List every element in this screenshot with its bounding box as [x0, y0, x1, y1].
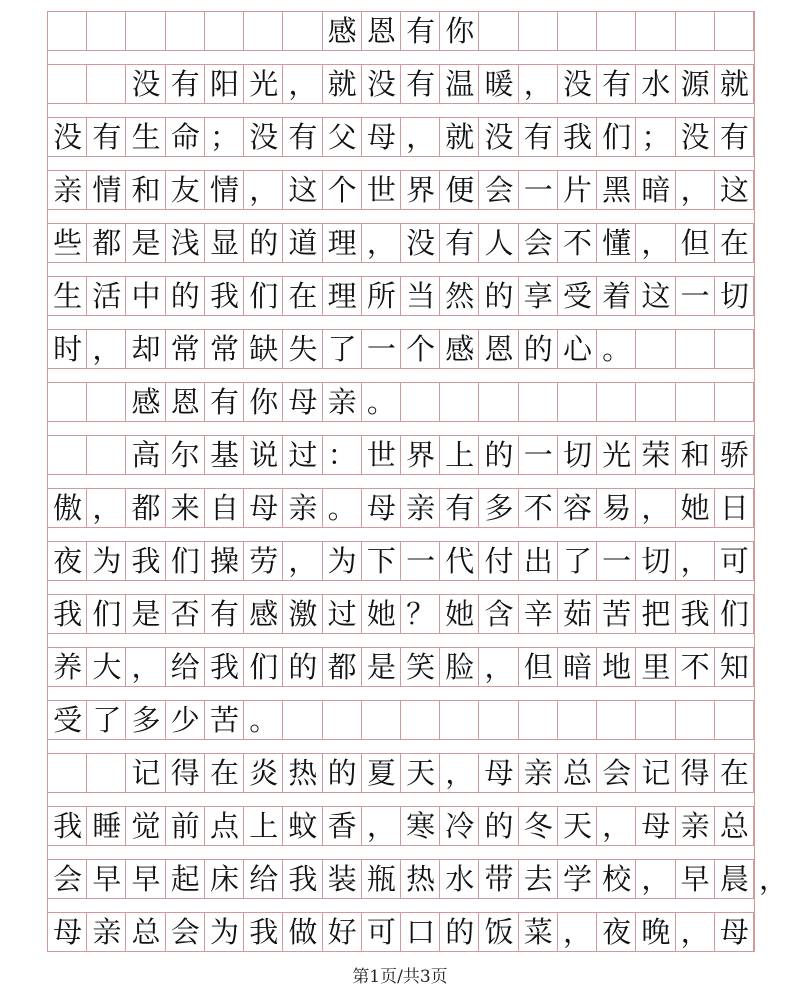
essay-line: 我们是否有感激过她？她含辛茹苦把我们: [53, 597, 760, 631]
grid-cell: [362, 701, 401, 739]
grid-cell: [636, 701, 675, 739]
grid-cell: [283, 701, 322, 739]
page-number: 第1页/共3页: [352, 967, 448, 987]
row-gap: [48, 846, 754, 859]
text-row: [48, 541, 760, 581]
essay-line: 傲，都来自母亲。母亲有多不容易，她日: [53, 491, 760, 525]
essay-line: 亲情和友情，这个世界便会一片黑暗，这: [53, 173, 760, 207]
grid-cell: [597, 12, 636, 50]
text-row: [48, 329, 754, 369]
row-gap: [48, 581, 754, 594]
text-row: [48, 753, 760, 793]
row-gap: [48, 422, 754, 435]
text-row: [48, 117, 760, 157]
row-gap: [48, 316, 754, 329]
essay-line: 会早早起床给我装瓶热水带去学校，早晨，: [53, 862, 799, 896]
grid-cell: [479, 701, 518, 739]
title-row: [48, 11, 754, 51]
row-gap: [48, 634, 754, 647]
grid-cell: [636, 383, 675, 421]
text-row: [48, 700, 754, 740]
essay-line: 夜为我们操劳，为下一代付出了一切，可: [53, 544, 760, 578]
grid-cell: [676, 383, 715, 421]
row-gap: [48, 899, 754, 912]
text-row: [48, 170, 760, 210]
text-row: [48, 223, 760, 263]
essay-line: 没有生命；没有父母，就没有我们；没有: [53, 120, 760, 154]
essay-line: 我睡觉前点上蚊香，寒冷的冬天，母亲总: [53, 809, 760, 843]
grid-cell: [519, 12, 558, 50]
grid-cell: [479, 383, 518, 421]
essay-line: 没有阳光，就没有温暖，没有水源就: [131, 67, 760, 101]
text-row: [48, 594, 760, 634]
essay-line: 感恩有你母亲。: [131, 385, 407, 419]
text-row: [48, 859, 799, 899]
grid-cell: [558, 383, 597, 421]
row-gap: [48, 157, 754, 170]
essay-line: 高尔基说过：世界上的一切光荣和骄: [131, 438, 760, 472]
essay-line: 记得在炎热的夏天，母亲总会记得在: [131, 756, 760, 790]
text-row: [48, 435, 760, 475]
row-gap: [48, 263, 754, 276]
grid-cell: [597, 701, 636, 739]
grid-cell: [676, 12, 715, 50]
composition-grid: [47, 11, 799, 952]
text-row: [48, 806, 760, 846]
grid-cell: [636, 330, 675, 368]
grid-cell: [676, 330, 715, 368]
grid-cell: [440, 383, 479, 421]
text-row: [48, 647, 760, 687]
grid-cell: [676, 701, 715, 739]
grid-cell: [323, 701, 362, 739]
row-gap: [48, 740, 754, 753]
text-row: [48, 382, 754, 422]
grid-cell: [715, 383, 754, 421]
grid-cell: [636, 12, 675, 50]
text-row: [48, 488, 760, 528]
grid-cell: [597, 383, 636, 421]
grid-cell: [715, 12, 754, 50]
row-gap: [48, 687, 754, 700]
row-gap: [48, 104, 754, 117]
essay-line: 时，却常常缺失了一个感恩的心。: [53, 332, 642, 366]
grid-cell: [401, 383, 440, 421]
grid-cell: [519, 701, 558, 739]
grid-cell: [558, 12, 597, 50]
row-gap: [48, 475, 754, 488]
essay-line: 生活中的我们在理所当然的享受着这一切: [53, 279, 760, 313]
essay-line: 养大，给我们的都是笑脸，但暗地里不知: [53, 650, 760, 684]
grid-cell: [715, 701, 754, 739]
row-gap: [48, 528, 754, 541]
row-gap: [48, 793, 754, 806]
essay-line: 些都是浅显的道理，没有人会不懂，但在: [53, 226, 760, 260]
grid-cell: [715, 330, 754, 368]
grid-cell: [519, 383, 558, 421]
row-gap: [48, 210, 754, 223]
text-row: [48, 912, 760, 952]
text-row: [48, 276, 760, 316]
grid-cell: [558, 701, 597, 739]
text-row: [48, 64, 760, 104]
essay-title: 感恩有你: [327, 14, 485, 48]
row-gap: [48, 51, 754, 64]
grid-cell: [479, 12, 518, 50]
row-gap: [48, 369, 754, 382]
essay-line: 受了多少苦。: [53, 703, 289, 737]
essay-line: 母亲总会为我做好可口的饭菜，夜晚，母: [53, 915, 760, 949]
grid-cell: [440, 701, 479, 739]
grid-cell: [401, 701, 440, 739]
